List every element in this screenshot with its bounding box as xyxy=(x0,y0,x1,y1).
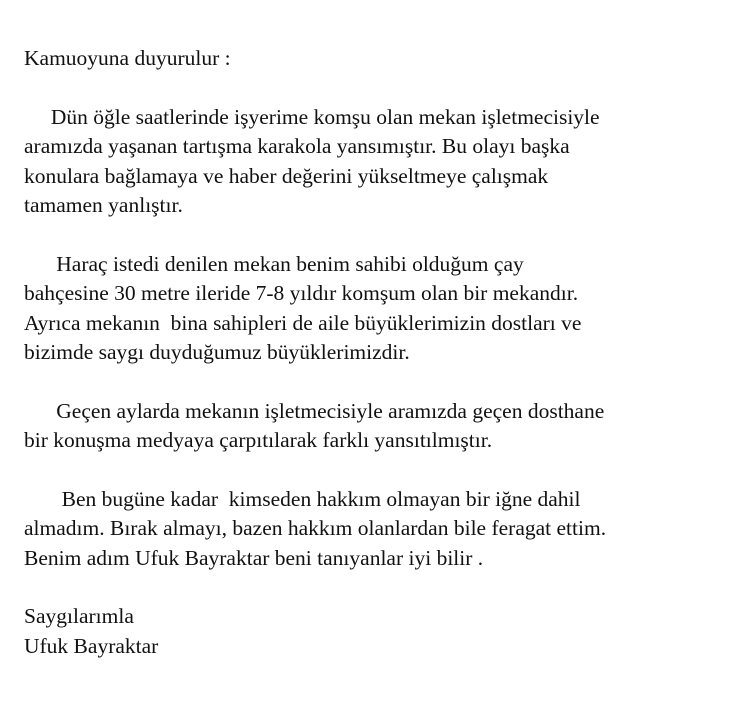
greeting-line: Kamuoyuna duyurulur : xyxy=(24,46,231,70)
closing-block xyxy=(24,602,744,661)
paragraph-line: bizimde saygı duyduğumuz büyüklerimizdir. xyxy=(24,340,410,364)
paragraph-line: tamamen yanlıştır. xyxy=(24,193,183,217)
signature-name: Ufuk Bayraktar xyxy=(24,633,159,658)
paragraph-line: bahçesine 30 metre ileride 7-8 yıldır komşum olan bir mekandır. xyxy=(24,281,579,305)
paragraph-3 xyxy=(24,397,744,456)
paragraph-1 xyxy=(24,103,744,221)
paragraph-line: Geçen aylarda mekanın işletmecisiyle aramızda geçen dosthane xyxy=(24,398,605,423)
announcement-document xyxy=(24,44,744,661)
paragraph-line: bir konuşma medyaya çarpıtılarak farklı yansıtılmıştır. xyxy=(24,428,493,452)
paragraph-line: almadım. Bırak almayı, bazen hakkım olanlardan bile feragat ettim. xyxy=(24,516,607,540)
paragraph-line: aramızda yaşanan tartışma karakola yansımıştır. Bu olayı başka xyxy=(24,134,570,158)
paragraph-line: Benim adım Ufuk Bayraktar beni tanıyanlar iyi bilir . xyxy=(24,545,484,570)
paragraph-line: Ayrıca mekanın bina sahipleri de aile büyüklerimizin dostları ve xyxy=(24,310,582,335)
closing-line: Saygılarımla xyxy=(24,604,134,628)
paragraph-2 xyxy=(24,250,744,368)
paragraph-line: Ben bugüne kadar kimseden hakkım olmayan bir iğne dahil xyxy=(24,486,581,511)
paragraph-line: konulara bağlamaya ve haber değerini yükseltmeye çalışmak xyxy=(24,163,549,188)
paragraph-line: Haraç istedi denilen mekan benim sahibi olduğum çay xyxy=(24,251,524,276)
paragraph-4 xyxy=(24,485,744,574)
paragraph-line: Dün öğle saatlerinde işyerime komşu olan mekan işletmecisiyle xyxy=(24,104,600,129)
